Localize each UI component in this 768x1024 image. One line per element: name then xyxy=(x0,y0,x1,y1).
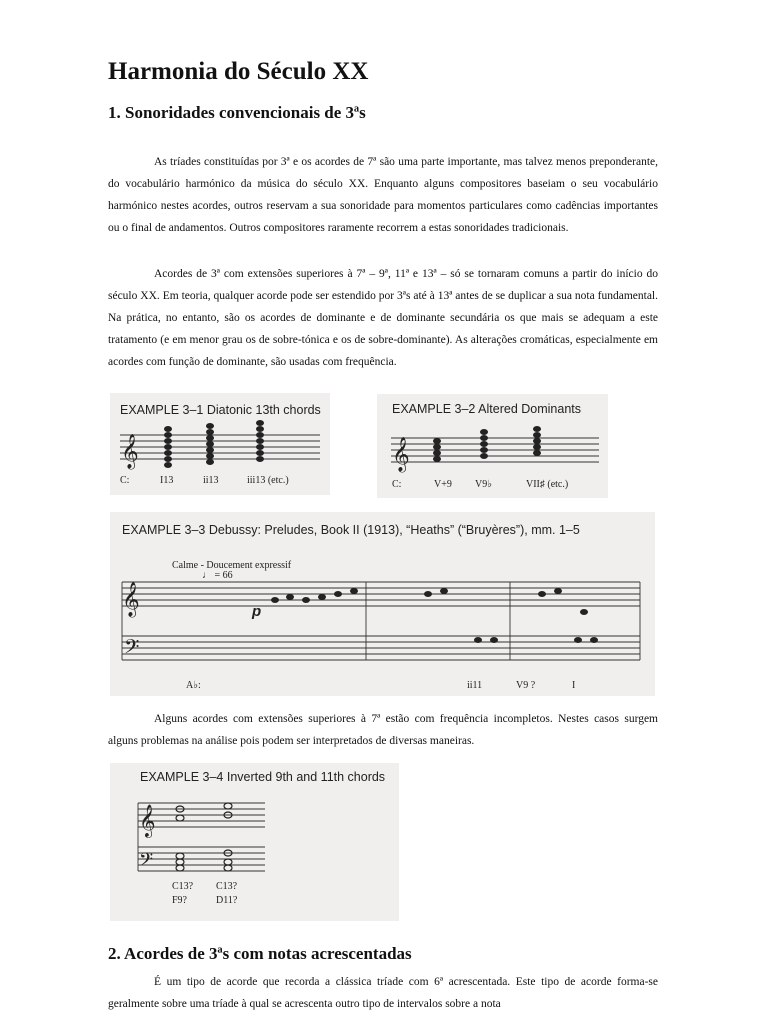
treble-clef-icon: 𝄞 xyxy=(121,435,139,468)
bass-clef-icon: 𝄢 xyxy=(139,849,154,874)
key-label: C: xyxy=(392,479,402,490)
chord-label: VII♯ (etc.) xyxy=(526,479,569,490)
page-title: Harmonia do Século XX xyxy=(108,58,369,85)
section-1-paragraph-2: Acordes de 3ª com extensões superiores à 7ª – 9ª, 11ª e 13ª – só se tornaram comuns a partir do início do século XX. Em teoria, qualquer acorde pode ser estendido por 3ªs até à 13ª antes de se duplicar a sua nota fundamental. Na prática, no entanto, são os acordes de dominante e de dominante secundária os que mais se adequam a este tratamento (e em menor grau os de sobre-tónica e os de sobre-dominante). As alterações cromáticas, especialmente em acordes com função de dominante, são usadas com frequência. xyxy=(108,268,658,368)
section-2-heading: 2. Acordes de 3ªs com notas acrescentadas xyxy=(108,944,412,963)
chord-label: F9? xyxy=(172,895,187,906)
example-3-1-figure xyxy=(110,393,330,495)
section-2-paragraph-1: É um tipo de acorde que recorda a clássica tríade com 6ª acrescentada. Este tipo de acorde forma-se geralmente sobre uma tríade à qual se acrescenta outro tipo de intervalos sobre a nota xyxy=(108,976,658,1010)
key-label: C: xyxy=(120,475,130,486)
chord-label: I13 xyxy=(160,475,174,486)
melody-notes xyxy=(271,588,598,643)
example-3-3-label: EXAMPLE 3–3 Debussy: Preludes, Book II (1913), “Heaths” (“Bruyères”), mm. 1–5 xyxy=(122,523,580,537)
chord-label: ii13 xyxy=(203,475,219,486)
treble-clef-icon: 𝄞 xyxy=(122,583,140,616)
example-3-4-label: EXAMPLE 3–4 Inverted 9th and 11th chords xyxy=(140,770,386,784)
key-label: A♭: xyxy=(186,680,201,691)
chord-label: iii13 (etc.) xyxy=(247,475,289,486)
chord-label: I xyxy=(572,680,576,691)
chord-label: V+9 xyxy=(434,479,452,490)
chord-label: D11? xyxy=(216,895,238,906)
treble-clef-icon: 𝄞 xyxy=(139,805,156,836)
section-1-paragraph-3: Alguns acordes com extensões superiores à 7ª estão com frequência incompletos. Nestes casos surgem alguns problemas na análise pois podem ser interpretados de diversas maneiras. xyxy=(108,713,658,747)
example-3-1-label: EXAMPLE 3–1 Diatonic 13th chords xyxy=(120,403,321,417)
tempo-marking: Calme - Doucement expressif xyxy=(172,560,292,571)
chord-label: V9 ? xyxy=(516,680,536,691)
chord-label: C13? xyxy=(216,881,238,892)
chord-label: V9♭ xyxy=(475,479,492,490)
section-1-paragraph-1: As tríades constituídas por 3ª e os acordes de 7ª são uma parte importante, mas talvez menos preponderante, do vocabulário harmónico da música do século XX. Enquanto alguns compositores baseiam o seu vocabulário harmónico nestes acordes, outros reservam a sua sonoridade para momentos particulares como cadências importantes ou o final de andamentos. Outros compositores raramente recorrem a estas sonoridades tradicionais. xyxy=(108,156,658,234)
example-3-4-figure xyxy=(110,763,399,921)
example-3-2-label: EXAMPLE 3–2 Altered Dominants xyxy=(392,402,581,416)
example-3-2-figure xyxy=(377,394,608,498)
chord-stack xyxy=(164,420,264,468)
section-1-heading: 1. Sonoridades convencionais de 3ªs xyxy=(108,103,366,122)
metronome-marking: ♩ = 66 xyxy=(202,570,233,581)
chord-stack xyxy=(176,803,232,871)
bass-clef-icon: 𝄢 xyxy=(124,636,140,663)
chord-label: ii11 xyxy=(467,680,483,691)
example-3-3-figure xyxy=(110,512,655,696)
treble-clef-icon: 𝄞 xyxy=(392,438,410,471)
dynamic-marking: p xyxy=(252,603,262,620)
chord-label: C13? xyxy=(172,881,194,892)
